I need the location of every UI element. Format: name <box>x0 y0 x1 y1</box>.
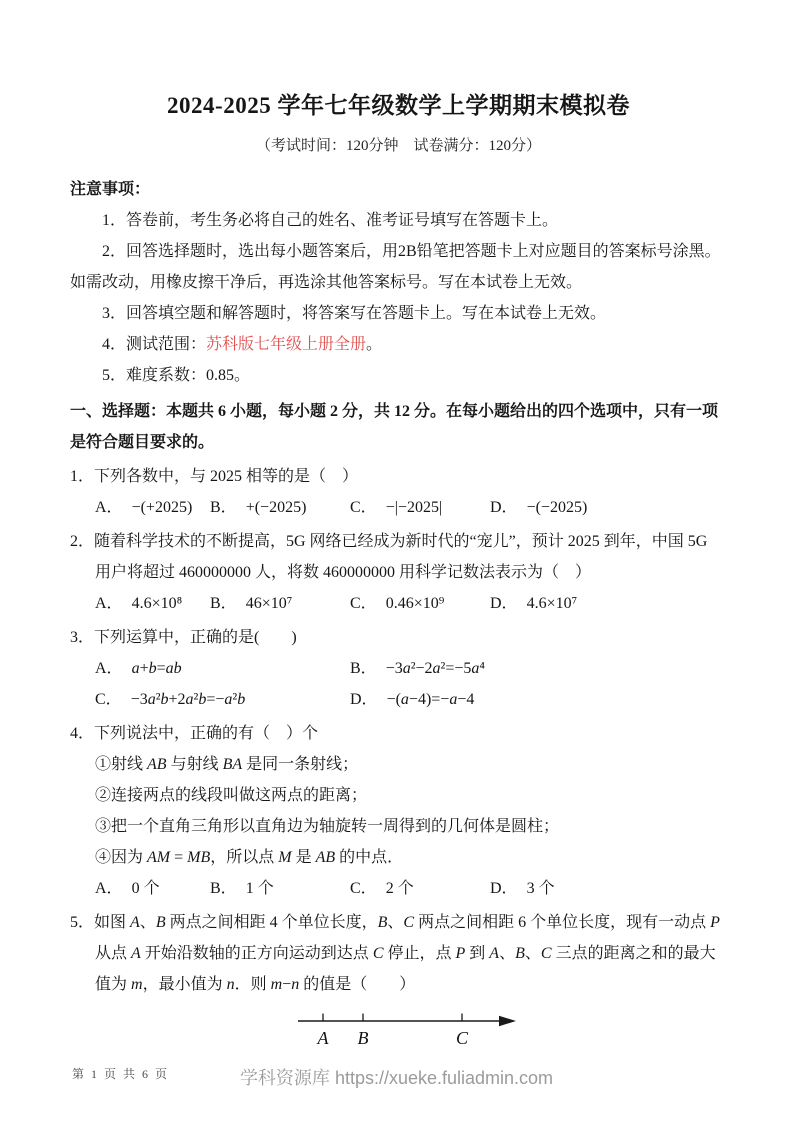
option-text: −3a²−2a²=−5a⁴ <box>385 660 485 677</box>
option-label: D． <box>490 880 518 897</box>
question-4-statement-1: ①射线 AB 与射线 BA 是同一条射线； <box>95 756 359 773</box>
option-text: −(+2025) <box>131 499 193 516</box>
question-2-options <box>70 588 727 619</box>
question-2-option-a <box>95 588 210 619</box>
number-line-figure <box>296 1008 727 1056</box>
exam-time-score-info: （考试时间：120分钟 试卷满分：120分） <box>255 138 541 154</box>
question-4-statement-3: ③把一个直角三角形以直角边为轴旋转一周得到的几何体是圆柱； <box>95 818 560 835</box>
option-label: B． <box>350 660 377 677</box>
question-3-stem: 3．下列运算中，正确的是( ) <box>70 629 297 646</box>
question-1-stem: 1．下列各数中，与 2025 相等的是（ ） <box>70 468 359 485</box>
option-text: −|−2025| <box>385 499 443 516</box>
question-4-option-d <box>490 873 727 904</box>
option-text: 4.6×10⁸ <box>131 595 183 612</box>
option-label: D． <box>350 691 378 708</box>
point-label-b: B <box>357 1028 369 1048</box>
question-3-option-a <box>95 653 350 684</box>
question-4-option-c <box>350 873 490 904</box>
option-label: B． <box>210 595 237 612</box>
notice-item-5: 5．难度系数：0.85。 <box>102 367 251 384</box>
question-4-option-a <box>95 873 210 904</box>
question-1-option-d <box>490 492 727 523</box>
question-3-option-b <box>350 653 727 684</box>
question-3-options-row-1 <box>70 653 727 684</box>
question-3-options-row-2 <box>70 684 727 715</box>
notice-item-2: 2．回答选择题时，选出每小题答案后，用2B铅笔把答题卡上对应题目的答案标号涂黑。如需改动，用橡皮擦干净后，再选涂其他答案标号。写在本试卷上无效。 <box>70 243 721 291</box>
question-2-option-c <box>350 588 490 619</box>
option-text: a+b=ab <box>131 660 182 677</box>
section-1-heading: 一、选择题：本题共 6 小题，每小题 2 分，共 12 分。在每小题给出的四个选项中，只有一项是符合题目要求的。 <box>70 403 719 451</box>
question-3-option-c <box>95 684 350 715</box>
paper-title: 2024-2025 学年七年级数学上学期期末模拟卷 <box>167 93 630 118</box>
notice-item-4-prefix: 4．测试范围： <box>102 336 207 353</box>
notice-item-4 <box>70 329 727 360</box>
question-2-stem: 2．随着科学技术的不断提高，5G 网络已经成为新时代的“宠儿”，预计 2025 到年，中国 5G 用户将超过 460000000 人，将数 460000000 用科学记数法表示为（ ） <box>70 533 708 581</box>
option-label: A． <box>95 499 123 516</box>
notice-item-1: 1．答卷前，考生务必将自己的姓名、准考证号填写在答题卡上。 <box>102 212 559 229</box>
option-text: 0 个 <box>131 880 160 897</box>
option-label: A． <box>95 880 123 897</box>
option-text: 4.6×10⁷ <box>526 595 578 612</box>
question-1-options <box>70 492 727 523</box>
test-scope-highlight: 苏科版七年级上册全册 <box>206 336 367 353</box>
option-text: −3a²b+2a²b=−a²b <box>130 691 246 708</box>
question-2-option-b <box>210 588 350 619</box>
option-label: A． <box>95 595 123 612</box>
question-5-stem: 5．如图 A、B 两点之间相距 4 个单位长度，B、C 两点之间相距 6 个单位长度，现有一动点 P 从点 A 开始沿数轴的正方向运动到达点 C 停止，点 P 到 A、B、C 三点的距离之和的最大值为 m，最小值为 n．则 m−n 的值是（ ） <box>70 914 720 993</box>
question-4-option-b <box>210 873 350 904</box>
question-3-option-d <box>350 684 727 715</box>
option-label: C． <box>350 499 377 516</box>
option-label: C． <box>350 880 377 897</box>
question-2-option-d <box>490 588 727 619</box>
option-text: −(−2025) <box>526 499 588 516</box>
option-text: 1 个 <box>245 880 274 897</box>
point-label-c: C <box>455 1028 469 1048</box>
notice-item-4-suffix: 。 <box>366 336 383 353</box>
question-1-option-a <box>95 492 210 523</box>
page-number: 第 1 页 共 6 页 <box>72 1067 170 1081</box>
option-label: C． <box>95 691 122 708</box>
option-text: 46×10⁷ <box>245 595 293 612</box>
option-label: A． <box>95 660 123 677</box>
option-label: C． <box>350 595 377 612</box>
option-label: D． <box>490 499 518 516</box>
notice-item-3: 3．回答填空题和解答题时，将答案写在答题卡上。写在本试卷上无效。 <box>102 305 607 322</box>
question-1-option-c <box>350 492 490 523</box>
option-label: B． <box>210 880 237 897</box>
arrow-right-icon <box>499 1016 516 1026</box>
point-label-a: A <box>317 1028 329 1048</box>
question-4-options <box>70 873 727 904</box>
option-text: +(−2025) <box>245 499 307 516</box>
notices-heading: 注意事项： <box>70 181 151 198</box>
question-4-statement-4: ④因为 AM = MB，所以点 M 是 AB 的中点． <box>95 849 404 866</box>
option-text: −(a−4)=−a−4 <box>386 691 475 708</box>
question-1-option-b <box>210 492 350 523</box>
question-4-stem: 4．下列说法中，正确的有（ ）个 <box>70 725 319 742</box>
option-text: 3 个 <box>526 880 555 897</box>
watermark-text: 学科资源库 https://xueke.fuliadmin.com <box>239 1068 554 1088</box>
option-text: 0.46×10⁹ <box>385 595 445 612</box>
option-text: 2 个 <box>385 880 414 897</box>
option-label: B． <box>210 499 237 516</box>
number-line <box>296 1008 536 1056</box>
question-4-statement-2: ②连接两点的线段叫做这两点的距离； <box>95 787 368 804</box>
option-label: D． <box>490 595 518 612</box>
